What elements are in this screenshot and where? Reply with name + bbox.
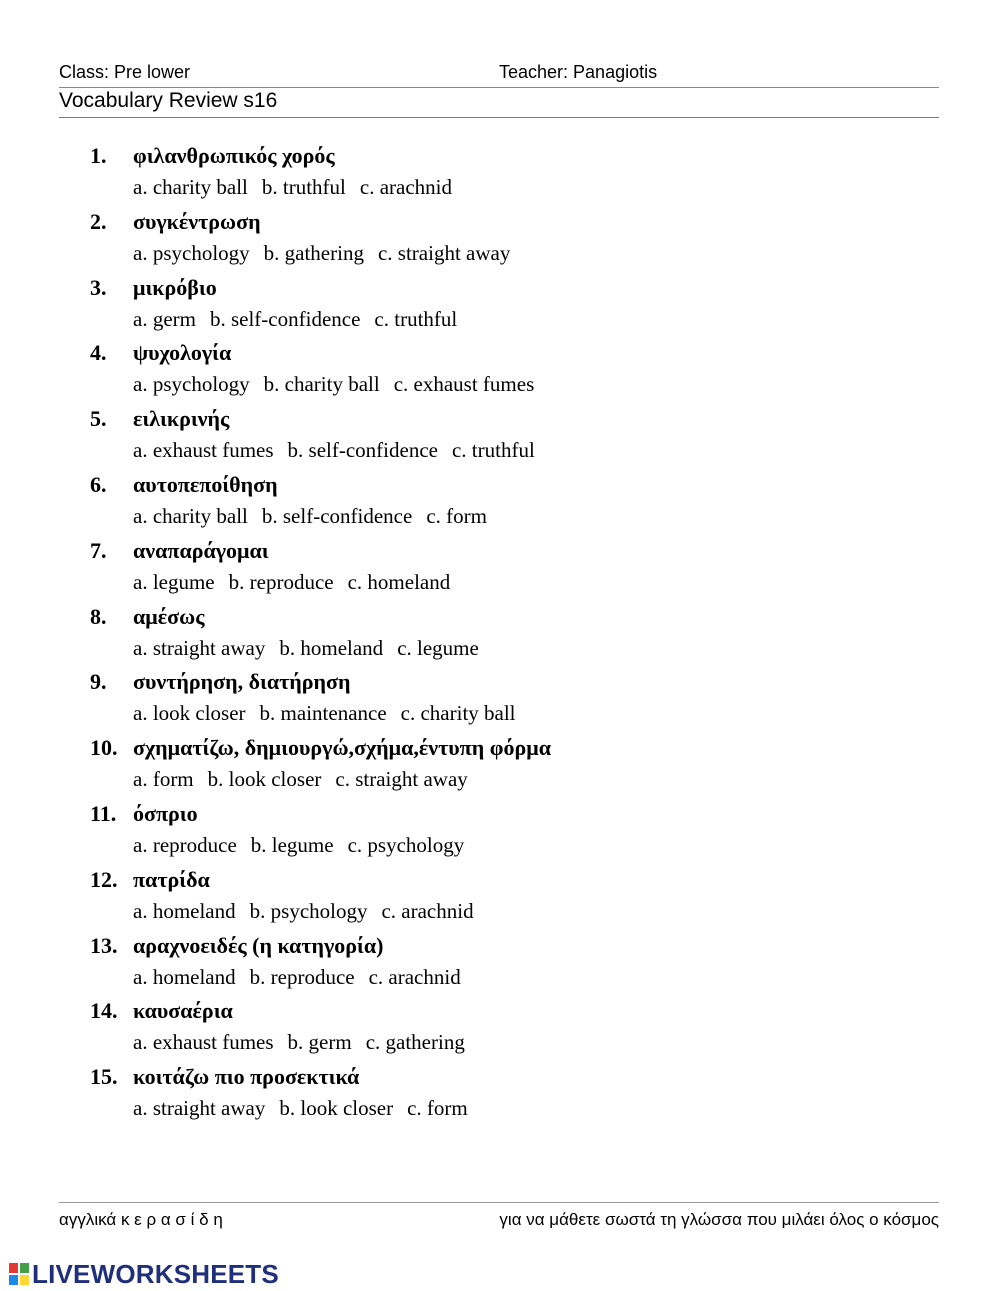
answer-option-c[interactable]: c. arachnid [381, 898, 474, 923]
answer-options [133, 1030, 479, 1055]
answer-option-c[interactable]: c. truthful [451, 438, 535, 463]
question-number: 11. [90, 801, 117, 826]
answer-option-b[interactable]: b. maintenance [259, 701, 387, 726]
answer-option-a[interactable]: a. legume [133, 569, 215, 594]
answer-options [133, 965, 475, 990]
question-term: ειλικρινής [133, 406, 230, 432]
question-item [90, 538, 940, 600]
answer-option-a[interactable]: a. exhaust fumes [133, 438, 274, 463]
answer-option-a[interactable]: a. germ [133, 306, 196, 331]
answer-option-a[interactable]: a. form [133, 767, 194, 792]
answer-options [133, 701, 530, 726]
answer-options [133, 570, 464, 595]
question-number: 10. [90, 735, 118, 761]
question-number: 15. [90, 1064, 118, 1090]
answer-options [133, 307, 471, 332]
answer-option-a[interactable]: a. reproduce [133, 833, 237, 857]
question-term: σχηματίζω, δημιουργώ,σχήμα,έντυπη φόρμα [133, 735, 551, 761]
question-number: 1. [90, 143, 107, 168]
question-item [90, 340, 940, 402]
answer-option-c[interactable]: c. straight away [335, 767, 468, 792]
logo-square-2 [19, 1262, 30, 1274]
question-term: αραχνοειδές (η κατηγορία) [133, 932, 384, 958]
question-term: κοιτάζω πιο προσεκτικά [133, 1064, 360, 1090]
answer-option-a[interactable]: a. homeland [133, 898, 236, 923]
answer-option-c[interactable]: c. legume [397, 635, 479, 660]
answer-options [133, 833, 478, 858]
answer-option-c[interactable]: c. exhaust fumes [393, 372, 535, 397]
answer-option-b[interactable]: b. homeland [279, 635, 384, 660]
answer-option-b[interactable]: b. reproduce [228, 569, 334, 594]
question-item [90, 209, 940, 271]
answer-option-a[interactable]: a. charity ball [133, 175, 248, 199]
answer-option-b[interactable]: b. self-confidence [287, 438, 438, 463]
question-item [90, 472, 940, 534]
answer-option-b[interactable]: b. gathering [263, 240, 364, 265]
answer-option-b[interactable]: b. truthful [261, 175, 346, 199]
answer-options [133, 372, 548, 397]
answer-option-c[interactable]: c. arachnid [368, 964, 461, 989]
answer-option-c[interactable]: c. homeland [347, 569, 451, 594]
answer-option-b[interactable]: b. self-confidence [261, 504, 413, 528]
question-number: 9. [90, 669, 107, 695]
question-item [90, 406, 940, 468]
class-label: Class: Pre lower [59, 62, 191, 82]
question-term: ψυχολογία [133, 340, 232, 366]
answer-option-c[interactable]: c. truthful [374, 306, 458, 331]
answer-option-c[interactable]: c. charity ball [400, 701, 516, 726]
question-term: καυσαέρια [133, 998, 233, 1024]
answer-option-a[interactable]: a. look closer [133, 701, 246, 726]
question-term: αυτοπεποίθηση [133, 472, 278, 497]
question-term: αμέσως [133, 603, 205, 629]
answer-option-c[interactable]: c. form [426, 504, 487, 528]
question-item [90, 604, 940, 666]
logo-wordmark: LIVEWORKSHEETS [32, 1258, 279, 1289]
logo-mark-icon [8, 1262, 30, 1286]
question-item [90, 1064, 940, 1126]
question-number: 4. [90, 340, 107, 366]
answer-options [133, 767, 482, 792]
answer-option-a[interactable]: a. psychology [133, 372, 250, 397]
question-item [90, 669, 940, 731]
answer-option-c[interactable]: c. gathering [365, 1030, 465, 1055]
answer-options [133, 241, 524, 266]
question-number: 14. [90, 998, 118, 1024]
question-number: 13. [90, 932, 118, 958]
question-item [90, 801, 940, 863]
answer-option-a[interactable]: a. straight away [133, 635, 266, 660]
title-divider [59, 117, 939, 118]
teacher-label: Teacher: Panagiotis [499, 62, 658, 82]
answer-option-a[interactable]: a. charity ball [133, 504, 248, 528]
question-term: αναπαράγομαι [133, 537, 269, 563]
question-number: 2. [90, 208, 107, 234]
question-item [90, 275, 940, 337]
logo-square-4 [19, 1274, 30, 1286]
answer-option-b[interactable]: b. germ [287, 1030, 352, 1055]
answer-option-a[interactable]: a. straight away [133, 1096, 266, 1121]
answer-options [133, 1096, 482, 1121]
question-term: πατρίδα [133, 866, 210, 892]
answer-option-a[interactable]: a. homeland [133, 964, 236, 989]
answer-options [133, 504, 501, 529]
footer-right-text: για να μάθετε σωστά τη γλώσσα που μιλάει όλος ο κόσμος [499, 1210, 939, 1229]
answer-option-a[interactable]: a. exhaust fumes [133, 1030, 274, 1055]
logo-square-3 [8, 1274, 19, 1286]
question-term: φιλανθρωπικός χορός [133, 143, 335, 168]
footer-left-text: αγγλικά κ ε ρ α σ ί δ η [59, 1210, 223, 1229]
answer-option-b[interactable]: b. legume [250, 833, 334, 857]
question-number: 7. [90, 537, 107, 563]
question-term: συγκέντρωση [133, 208, 261, 234]
question-item [90, 867, 940, 929]
answer-option-c[interactable]: c. form [407, 1096, 468, 1121]
answer-options [133, 636, 493, 661]
page-title: Vocabulary Review s16 [59, 89, 278, 112]
answer-options [133, 175, 466, 200]
logo-square-1 [8, 1262, 19, 1274]
answer-options [133, 438, 549, 463]
answer-option-b[interactable]: b. look closer [207, 767, 322, 792]
question-number: 12. [90, 866, 118, 892]
question-term: όσπριο [133, 801, 198, 826]
question-item [90, 998, 940, 1060]
answer-option-a[interactable]: a. psychology [133, 240, 250, 265]
answer-option-c[interactable]: c. arachnid [359, 175, 452, 199]
question-term: μικρόβιο [133, 274, 217, 300]
answer-options [133, 899, 488, 924]
answer-option-b[interactable]: b. charity ball [263, 372, 380, 397]
question-number: 6. [90, 472, 107, 497]
header-divider [59, 87, 939, 88]
footer-divider [59, 1202, 939, 1203]
answer-option-b[interactable]: b. psychology [249, 898, 368, 923]
liveworksheets-logo[interactable] [8, 1258, 279, 1290]
answer-option-c[interactable]: c. psychology [347, 833, 465, 857]
answer-option-b[interactable]: b. self-confidence [209, 306, 361, 331]
question-item [90, 933, 940, 995]
header-row [59, 62, 939, 84]
question-number: 3. [90, 274, 107, 300]
answer-option-c[interactable]: c. straight away [377, 240, 511, 265]
question-item [90, 143, 940, 205]
question-number: 8. [90, 603, 107, 629]
question-term: συντήρηση, διατήρηση [133, 669, 351, 695]
answer-option-b[interactable]: b. reproduce [249, 964, 355, 989]
question-number: 5. [90, 406, 107, 432]
question-item [90, 735, 940, 797]
answer-option-b[interactable]: b. look closer [279, 1096, 394, 1121]
